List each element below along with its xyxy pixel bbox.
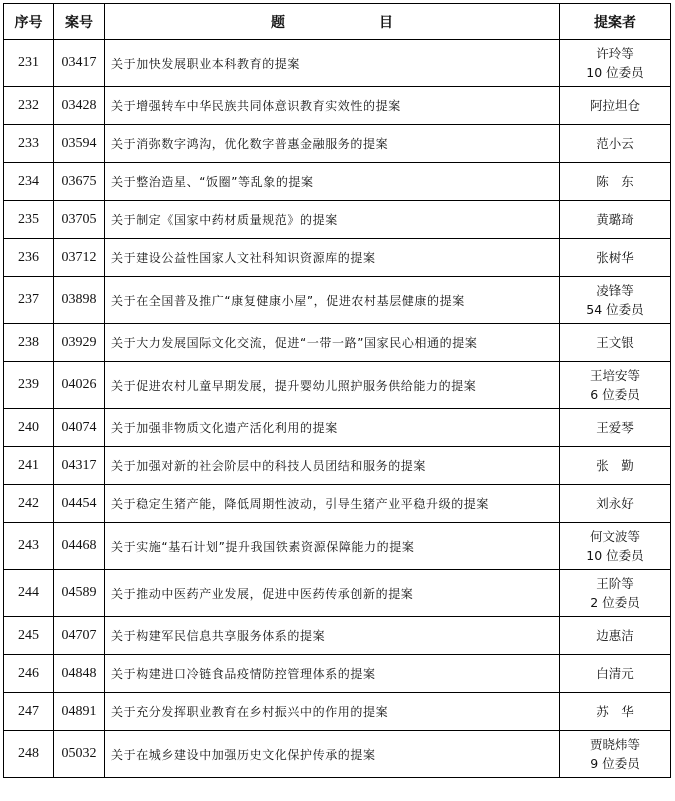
proposer-count: 2 位委员: [590, 595, 640, 610]
row-seq: 238: [4, 324, 54, 362]
row-seq: 247: [4, 693, 54, 731]
proposer-name: 王文银: [596, 335, 634, 350]
row-proposer: [560, 87, 671, 125]
row-proposer: [560, 485, 671, 523]
row-title: 关于加强非物质文化遗产活化利用的提案: [105, 409, 560, 447]
row-case-number: 03417: [54, 40, 105, 87]
row-title: 关于加快发展职业本科教育的提案: [105, 40, 560, 87]
row-case-number: 03712: [54, 239, 105, 277]
table-row: [4, 239, 671, 277]
table-row: [4, 693, 671, 731]
proposer-name: 王阶等: [596, 576, 634, 591]
table-row: [4, 485, 671, 523]
header-seq: 序号: [4, 4, 54, 40]
row-title: 关于实施“基石计划”提升我国铁素资源保障能力的提案: [105, 523, 560, 570]
proposer-name: 张树华: [596, 250, 634, 265]
row-title: 关于整治造星、“饭圈”等乱象的提案: [105, 163, 560, 201]
table-row: [4, 40, 671, 87]
row-title: 关于推动中医药产业发展，促进中医药传承创新的提案: [105, 570, 560, 617]
row-case-number: 04317: [54, 447, 105, 485]
proposer-name: 贾晓炜等: [589, 737, 640, 752]
row-title: 关于充分发挥职业教育在乡村振兴中的作用的提案: [105, 693, 560, 731]
table-row: [4, 87, 671, 125]
header-title: [105, 4, 560, 40]
row-proposer: [560, 324, 671, 362]
table-row: [4, 324, 671, 362]
row-title: 关于制定《国家中药材质量规范》的提案: [105, 201, 560, 239]
row-seq: 232: [4, 87, 54, 125]
row-seq: 240: [4, 409, 54, 447]
row-title: 关于促进农村儿童早期发展，提升婴幼儿照护服务供给能力的提案: [105, 362, 560, 409]
row-case-number: 04848: [54, 655, 105, 693]
proposer-count: 9 位委员: [590, 756, 640, 771]
header-case: 案号: [54, 4, 105, 40]
table-row: [4, 409, 671, 447]
row-case-number: 03898: [54, 277, 105, 324]
row-seq: 246: [4, 655, 54, 693]
row-proposer: [560, 693, 671, 731]
row-title: 关于构建进口冷链食品疫情防控管理体系的提案: [105, 655, 560, 693]
row-title: 关于在城乡建设中加强历史文化保护传承的提案: [105, 731, 560, 778]
row-title: 关于稳定生猪产能，降低周期性波动，引导生猪产业平稳升级的提案: [105, 485, 560, 523]
proposer-name: 刘永好: [596, 496, 634, 511]
row-seq: 231: [4, 40, 54, 87]
row-case-number: 04074: [54, 409, 105, 447]
proposer-name: 阿拉坦仓: [589, 98, 640, 113]
table-row: [4, 523, 671, 570]
proposer-count: 10 位委员: [586, 65, 644, 80]
row-case-number: 04891: [54, 693, 105, 731]
row-proposer: [560, 523, 671, 570]
table-row: [4, 163, 671, 201]
proposer-name: 何文波等: [589, 529, 640, 544]
row-seq: 242: [4, 485, 54, 523]
row-title: 关于加强对新的社会阶层中的科技人员团结和服务的提案: [105, 447, 560, 485]
row-case-number: 04468: [54, 523, 105, 570]
proposer-name: 苏 华: [596, 704, 634, 719]
proposer-count: 10 位委员: [586, 548, 644, 563]
proposer-name: 王爱琴: [596, 420, 634, 435]
row-proposer: [560, 201, 671, 239]
row-title: 关于建设公益性国家人文社科知识资源库的提案: [105, 239, 560, 277]
row-case-number: 03594: [54, 125, 105, 163]
row-title: 关于消弥数字鸿沟，优化数字普惠金融服务的提案: [105, 125, 560, 163]
proposer-count: 54 位委员: [586, 302, 644, 317]
proposal-table: [3, 3, 671, 778]
row-proposer: [560, 570, 671, 617]
row-seq: 245: [4, 617, 54, 655]
header-row: [4, 4, 671, 40]
proposer-name: 边惠洁: [596, 628, 634, 643]
row-case-number: 04026: [54, 362, 105, 409]
header-proposer: 提案者: [560, 4, 671, 40]
row-proposer: [560, 125, 671, 163]
row-title: 关于大力发展国际文化交流，促进“一带一路”国家民心相通的提案: [105, 324, 560, 362]
row-proposer: [560, 655, 671, 693]
row-case-number: 03705: [54, 201, 105, 239]
header-title-text: 题 目: [271, 14, 433, 31]
table-row: [4, 731, 671, 778]
row-proposer: [560, 163, 671, 201]
row-case-number: 03428: [54, 87, 105, 125]
row-case-number: 03929: [54, 324, 105, 362]
row-proposer: [560, 409, 671, 447]
row-seq: 241: [4, 447, 54, 485]
row-seq: 244: [4, 570, 54, 617]
row-seq: 233: [4, 125, 54, 163]
proposer-name: 范小云: [596, 136, 634, 151]
row-proposer: [560, 731, 671, 778]
proposer-name: 王培安等: [589, 368, 640, 383]
row-proposer: [560, 277, 671, 324]
table-row: [4, 201, 671, 239]
row-title: 关于构建军民信息共享服务体系的提案: [105, 617, 560, 655]
row-seq: 243: [4, 523, 54, 570]
proposer-name: 凌锋等: [596, 283, 634, 298]
table-row: [4, 447, 671, 485]
row-case-number: 05032: [54, 731, 105, 778]
table-row: [4, 362, 671, 409]
table-row: [4, 125, 671, 163]
row-seq: 234: [4, 163, 54, 201]
row-case-number: 04707: [54, 617, 105, 655]
row-seq: 248: [4, 731, 54, 778]
table-row: [4, 277, 671, 324]
row-proposer: [560, 239, 671, 277]
row-proposer: [560, 40, 671, 87]
row-seq: 237: [4, 277, 54, 324]
row-seq: 235: [4, 201, 54, 239]
proposer-name: 黄璐琦: [596, 212, 634, 227]
row-title: 关于在全国普及推广“康复健康小屋”，促进农村基层健康的提案: [105, 277, 560, 324]
row-title: 关于增强转车中华民族共同体意识教育实效性的提案: [105, 87, 560, 125]
proposer-name: 许玲等: [596, 46, 634, 61]
proposer-count: 6 位委员: [590, 387, 640, 402]
proposer-name: 陈 东: [596, 174, 634, 189]
table-row: [4, 617, 671, 655]
proposer-name: 张 勤: [596, 458, 634, 473]
row-case-number: 03675: [54, 163, 105, 201]
row-seq: 239: [4, 362, 54, 409]
row-proposer: [560, 362, 671, 409]
row-proposer: [560, 447, 671, 485]
row-proposer: [560, 617, 671, 655]
row-case-number: 04589: [54, 570, 105, 617]
table-row: [4, 570, 671, 617]
table-row: [4, 655, 671, 693]
proposer-name: 白清元: [596, 666, 634, 681]
row-case-number: 04454: [54, 485, 105, 523]
row-seq: 236: [4, 239, 54, 277]
